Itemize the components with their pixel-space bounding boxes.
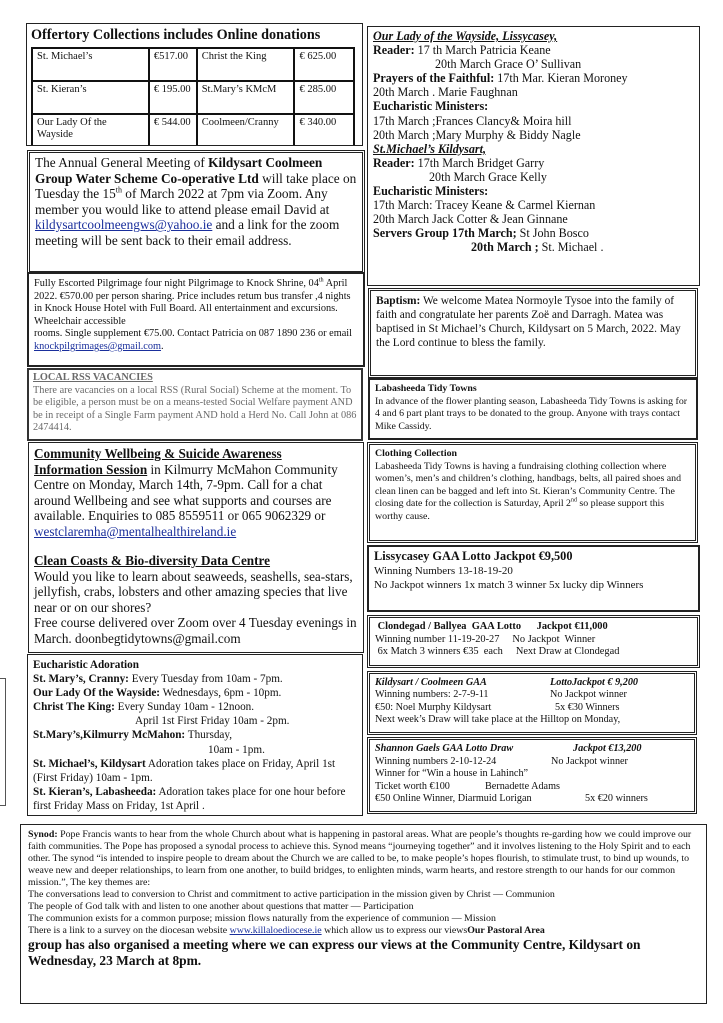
lissycasey-lotto-notice <box>367 545 700 612</box>
agm-sup: th <box>115 185 122 195</box>
adoration-time: Wednesdays, 6pm - 10pm. <box>160 687 282 700</box>
baptism-notice <box>368 288 698 378</box>
offertory-row <box>32 48 354 81</box>
knock-sup: th <box>318 276 324 284</box>
knock-text: . <box>161 340 164 352</box>
reader-label: Reader: <box>373 155 415 170</box>
synod-theme: The conversations lead to conversion to Christ and commitment to active participation in the mission given by Christ — Communion <box>28 889 555 900</box>
adoration-place: St. Mary’s, Cranny: <box>33 673 129 686</box>
agm-text: will take place on Tuesday the 15 <box>35 170 357 202</box>
church-name-cell: St. Michael’s <box>32 48 149 81</box>
kildysart-numbers: Winning numbers: 2-7-9-11 <box>375 689 489 701</box>
wellbeing-subheading: Information Session <box>34 461 148 477</box>
adoration-time: Adoration takes place on Friday, April 1st (First Friday) 10am - 1pm. <box>33 757 336 784</box>
adoration-place: St.Mary’s,Kilmurry McMahon: <box>33 729 186 742</box>
clondegad-lotto-notice <box>367 615 700 668</box>
knock-text: Fully Escorted Pilgrimage four night Pilgrimage to Knock Shrine, 04 <box>34 278 319 289</box>
kildysart-winners-count: 5x €30 Winners <box>555 701 620 713</box>
clothing-body: Labasheeda Tidy Towns is having a fundraising clothing collection where women’s, men’s and children’s clothing, handbags, belts, all paired shoes and clean linen can be bagged and left into St. Kieran’s Community Centre. The closing date for the collection is Saturday, April 2 <box>375 460 682 510</box>
church-name-cell: Christ the King <box>197 48 295 81</box>
kildysart-lotto-notice <box>367 671 697 735</box>
adoration-item <box>33 785 357 813</box>
kildysart-next-draw: Next week’s Draw will take place at the Hilltop on Monday, <box>375 714 621 726</box>
tidy-towns-notice <box>368 378 698 440</box>
coasts-section <box>34 553 358 646</box>
diocese-website-link[interactable]: www.killaloediocese.ie <box>229 925 322 936</box>
clothing-collection-notice <box>367 442 698 543</box>
synod-label: Synod: <box>28 829 58 840</box>
baptism-label: Baptism: <box>376 295 421 307</box>
clothing-heading: Clothing Collection <box>375 448 458 459</box>
amount-cell: € 544.00 <box>149 114 197 146</box>
parish-heading-kildysart: St.Michael’s Kildysart, <box>373 141 486 156</box>
adoration-time: 10am - 1pm. <box>208 743 265 756</box>
adoration-item <box>33 686 357 700</box>
prayers-label: Prayers of the Faithful: <box>373 71 495 86</box>
offertory-row <box>32 114 354 146</box>
reader-entry: 17 th March Patricia Keane <box>414 43 551 58</box>
clondegad-heading: Clondegad / Ballyea GAA Lotto Jackpot €11,000 <box>375 621 608 632</box>
coasts-body-2: Free course delivered over Zoom over 4 Tuesday evenings in March. doonbegtidytowns@gmail.com <box>34 615 357 646</box>
church-name-cell: Our Lady Of the Wayside <box>32 114 149 146</box>
offertory-title: Offertory Collections includes Online donations <box>31 27 321 43</box>
adoration-item <box>33 672 357 686</box>
knock-email-link[interactable]: knockpilgrimages@gmail.com <box>34 340 162 352</box>
servers-label: Servers Group 17th March; <box>373 226 517 241</box>
tidy-heading: Labasheeda Tidy Towns <box>375 383 477 394</box>
wellbeing-body: in Kilmurry McMahon Community Centre on Monday, March 14th, 7-9pm. Call for a chat around Wellbeing and see what supports and courses are available. Enquiries to 085 8559511 or 065 9062329 or <box>34 461 338 523</box>
wellbeing-heading: Community Wellbeing & Suicide Awareness <box>34 446 282 461</box>
church-name-cell: St. Kieran’s <box>32 81 149 114</box>
knock-pilgrimage-notice <box>27 272 365 367</box>
coasts-heading: Clean Coasts & Bio-diversity Data Centre <box>34 553 271 568</box>
amount-cell: €517.00 <box>149 48 197 81</box>
adoration-list <box>33 672 357 813</box>
edge-frame <box>0 678 6 806</box>
lissycasey-numbers: Winning Numbers 13-18-19-20 <box>374 564 513 577</box>
reader-entry: 17th March Bridget Garry <box>414 155 545 170</box>
adoration-time: Every Tuesday from 10am - 7pm. <box>128 673 283 686</box>
shannon-jackpot: Jackpot €13,200 <box>573 743 642 754</box>
adoration-time: April 1st First Friday 10am - 2pm. <box>135 715 290 728</box>
amount-cell: € 625.00 <box>294 48 354 81</box>
clothing-sup: nd <box>571 498 577 505</box>
adoration-place: Christ The King: <box>33 701 115 714</box>
synod-notice <box>20 824 707 1004</box>
synod-intro: Pope Francis wants to hear from the whole Church about what is happening in pastoral areas. What are people’s thoughts re-garding how we could improve our faith communities. The Pope has proposed a synodal process to achieve this. Synod means “journeying together” and it involves listening to the Holy Spirit and to each other. The synod “is intended to inspire people to dream about the Church we are called to be, to make people’s hopes flourish, to stimulate trust, to bind up wounds, to weave new and deeper relationships, to learn from one another, to build bridges, to enlighten minds, warm hearts, and restore strength to our hands for our common mission.”, The key themes are: <box>28 829 692 888</box>
wellbeing-email-link[interactable]: westclaremha@mentalhealthireland.ie <box>34 523 237 539</box>
agm-text: and a link for the zoom meeting will be sent back to their email address. <box>35 217 340 248</box>
shannon-heading: Shannon Gaels GAA Lotto Draw <box>375 743 514 754</box>
parish-heading-lissycasey: Our Lady of the Wayside, Lissycasey, <box>373 29 558 43</box>
kildysart-heading: Kildysart / Coolmeen GAA <box>375 677 487 688</box>
adoration-time: Every Sunday 10am - 12noon. <box>114 701 255 714</box>
coasts-body: Would you like to learn about seaweeds, seashells, sea-stars, jellyfish, crabs, lobsters and other amazing species that live near or on our shores? <box>34 568 353 615</box>
adoration-place: Our Lady Of the Wayside: <box>33 687 161 700</box>
shannon-gaels-lotto-notice <box>367 737 697 814</box>
adoration-time: Thursday, <box>185 729 233 742</box>
shannon-house-winner: Winner for “Win a house in Lahinch” <box>375 768 529 780</box>
synod-pastoral-area: Our Pastoral Area <box>467 925 545 936</box>
adoration-item <box>33 714 357 728</box>
synod-link-text: There is a link to a survey on the diocesan website <box>28 925 230 936</box>
reader-label: Reader: <box>373 43 415 58</box>
ministers-label: Eucharistic Ministers: <box>373 184 489 199</box>
adoration-heading: Eucharistic Adoration <box>33 659 139 671</box>
offertory-collections-box <box>26 23 363 146</box>
church-name-cell: Coolmeen/Cranny <box>197 114 295 146</box>
synod-link-text: which allow us to express our views <box>321 925 468 936</box>
ministers-entry: 20th March Jack Cotter & Jean Ginnane <box>373 212 568 227</box>
adoration-item <box>33 743 357 757</box>
shannon-online-winner: €50 Online Winner, Diarmuid Lorigan <box>375 793 532 805</box>
knock-text: April 2022. €570.00 per person sharing. Price includes retum bus transfer ,4 nights in Knock House Hotel with Full Board. All entertainment and excursions. Wheelchair accessible <box>34 278 351 327</box>
rss-body: There are vacancies on a local RSS (Rural Social) Scheme at the moment. To be eligible, a person must be on a means-tested Social Welfare payment AND be in receipt of a Single Farm payment AND hold a Herd No. Call John at 086 2474414. <box>33 384 357 434</box>
prayers-entry: 20th March . Marie Faughnan <box>373 85 518 100</box>
offertory-table <box>31 47 355 146</box>
shannon-numbers: Winning numbers 2-10-12-24 <box>375 755 497 767</box>
readers-rota-box <box>367 26 700 286</box>
tidy-body: In advance of the flower planting season, Labasheeda Tidy Towns is asking for 4 and 6 part plant trays to be donated to the group. Anyone with trays contact Mike Cassidy. <box>375 395 688 432</box>
kildysart-no-jackpot: No Jackpot winner <box>550 689 627 701</box>
lissycasey-heading: Lissycasey GAA Lotto Jackpot €9,500 <box>374 549 573 563</box>
wellbeing-coasts-box <box>28 442 364 653</box>
ministers-entry: 17th March: Tracey Keane & Carmel Kiernan <box>373 198 596 213</box>
rss-vacancies-notice <box>27 368 363 441</box>
kildysart-winner: €50: Noel Murphy Kildysart <box>375 701 492 713</box>
adoration-place: St. Kieran’s, Labasheeda: <box>33 785 157 798</box>
synod-themes <box>28 889 699 925</box>
adoration-item <box>33 757 357 785</box>
synod-theme: The people of God talk with and listen to one another about questions that matter — Participation <box>28 901 414 912</box>
lissycasey-winners: No Jackpot winners 1x match 3 winner 5x lucky dip Winners <box>374 578 644 591</box>
ministers-entry: 20th March ;Mary Murphy & Biddy Nagle <box>373 127 581 142</box>
clondegad-numbers: Winning number 11-19-20-27 No Jackpot Winner <box>375 633 596 645</box>
offertory-row <box>32 81 354 114</box>
amount-cell: € 340.00 <box>294 114 354 146</box>
servers-date: 20th March ; <box>471 240 539 255</box>
reader-entry: 20th March Grace Kelly <box>429 169 547 184</box>
shannon-ticket: Ticket worth €100 <box>375 780 450 792</box>
adoration-place: St. Michael’s, Kildysart <box>33 757 146 770</box>
synod-theme: The communion exists for a common purpose; mission flows naturally from the experience of communion — Mission <box>28 913 496 924</box>
eucharistic-adoration-box <box>27 654 363 816</box>
agm-email-link[interactable]: kildysartcoolmeengws@yahoo.ie <box>35 217 213 233</box>
kildysart-jackpot: LottoJackpot € 9,200 <box>550 677 639 688</box>
reader-entry: 20th March Grace O’ Sullivan <box>435 57 582 72</box>
prayers-entry: 17th Mar. Kieran Moroney <box>494 71 628 86</box>
shannon-ticket-winner: Bernadette Adams <box>485 780 560 792</box>
agm-text: The Annual General Meeting of <box>35 155 209 170</box>
amount-cell: € 285.00 <box>294 81 354 114</box>
ministers-label: Eucharistic Ministers: <box>373 99 489 114</box>
baptism-body: We welcome Matea Normoyle Tysoe into the family of faith and congratulate her parents Zoë and Darragh. Matea was baptised in St Michael’s Church, Kildysart on 5 March, 2022. May the Lord continue to bless the family. <box>376 295 681 350</box>
church-name-cell: St.Mary’s KMcM <box>197 81 295 114</box>
rss-heading: LOCAL RSS VACANCIES <box>33 372 153 383</box>
ministers-entry: 17th March ;Frances Clancy& Moira hill <box>373 113 572 128</box>
shannon-winners-count: 5x €20 winners <box>585 793 648 805</box>
agm-organisation: Kildysart Coolmeen Group Water Scheme Co-operative Ltd <box>35 155 323 186</box>
servers-entry: St John Bosco <box>516 226 589 241</box>
synod-meeting-announcement: group has also organised a meeting where we can express our views at the Community Centre, Kildysart on Wednesday, 23 March at 8pm. <box>28 937 641 968</box>
knock-text: rooms. Single supplement €75.00. Contact Patricia on 087 1890 236 or email <box>34 328 353 340</box>
adoration-item <box>33 700 357 714</box>
clothing-body: so please support this worthy cause. <box>375 498 665 522</box>
adoration-time: Adoration takes place for one hour before first Friday Mass on Friday, 1st April . <box>33 785 346 812</box>
adoration-item <box>33 728 357 742</box>
agm-text: of March 2022 at 7pm via Zoom. Any member you would like to attend please email David at <box>35 186 330 217</box>
shannon-no-jackpot: No Jackpot winner <box>551 755 628 767</box>
wellbeing-section <box>34 446 358 539</box>
servers-entry: St. Michael . <box>538 240 604 255</box>
agm-notice <box>27 150 365 274</box>
clondegad-winners: 6x Match 3 winners €35 each Next Draw at Clondegad <box>375 646 620 658</box>
amount-cell: € 195.00 <box>149 81 197 114</box>
